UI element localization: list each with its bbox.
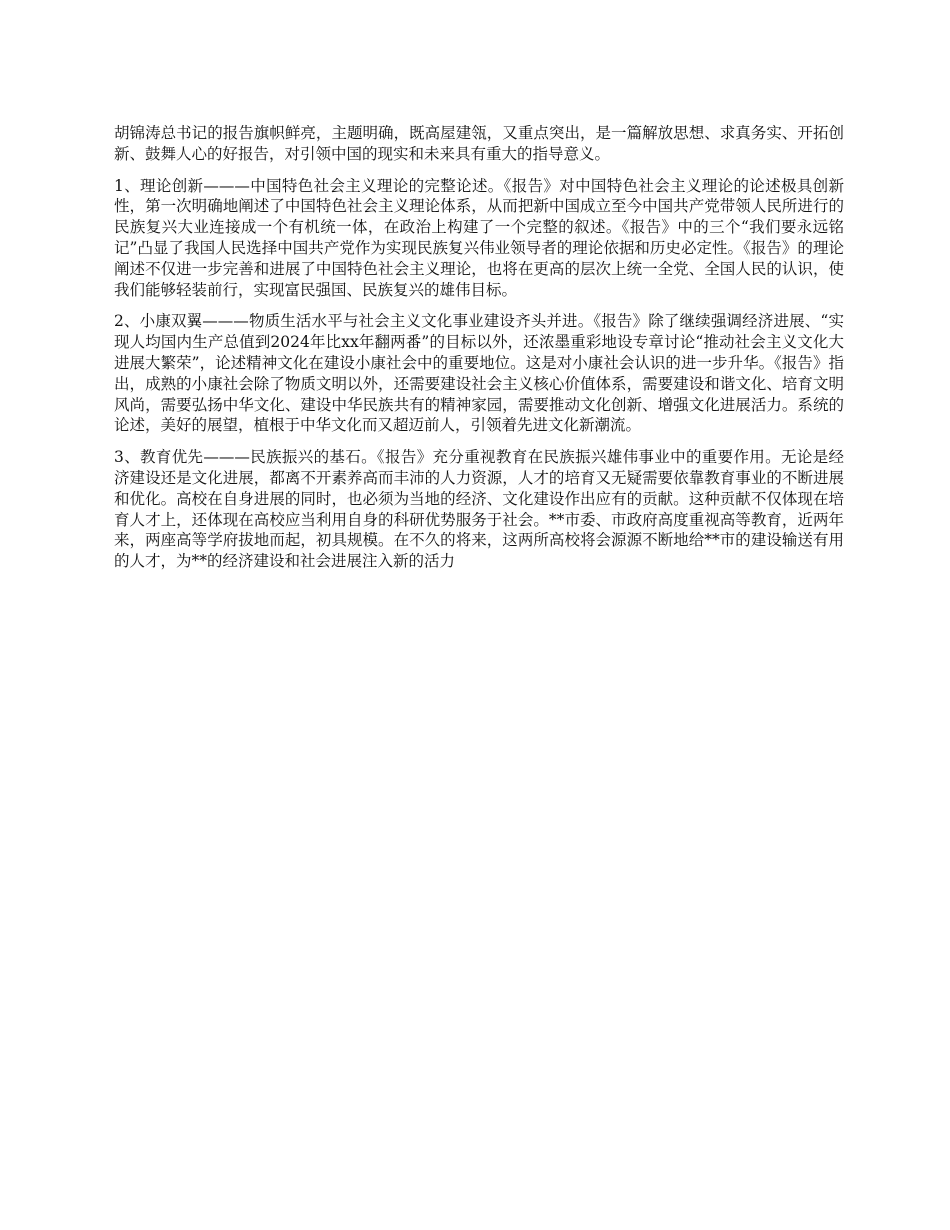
- paragraph-intro: 胡锦涛总书记的报告旗帜鲜亮，主题明确，既高屋建瓴，又重点突出，是一篇解放思想、求真务实、开拓创新、鼓舞人心的好报告，对引领中国的现实和未来具有重大的指导意义。: [114, 124, 844, 163]
- document-body: [114, 123, 844, 583]
- paragraph-education-priority: 3、教育优先———民族振兴的基石。《报告》充分重视教育在民族振兴雄伟事业中的重要作用。无论是经济建设还是文化进展，都离不开素养高而丰沛的人力资源，人才的培育又无疑需要依靠教育事业的不断进展和优化。高校在自身进展的同时，也必须为当地的经济、文化建设作出应有的贡献。这种贡献不仅体现在培育人才上，还体现在高校应当利用自身的科研优势服务于社会。**市委、市政府高度重视高等教育，近两年来，两座高等学府拔地而起，初具规模。在不久的将来，这两所高校将会源源不断地给**市的建设输送有用的人才，为**的经济建设和社会进展注入新的活力: [114, 448, 844, 571]
- paragraph-theory-innovation: 1、理论创新———中国特色社会主义理论的完整论述。《报告》对中国特色社会主义理论的论述极具创新性，第一次明确地阐述了中国特色社会主义理论体系，从而把新中国成立至今中国共产党带领人民所进行的民族复兴大业连接成一个有机统一体，在政治上构建了一个完整的叙述。《报告》中的三个“我们要永远铭记”凸显了我国人民选择中国共产党作为实现民族复兴伟业领导者的理论依据和历史必定性。《报告》的理论阐述不仅进一步完善和进展了中国特色社会主义理论，也将在更高的层次上统一全党、全国人民的认识，使我们能够轻装前行，实现富民强国、民族复兴的雄伟目标。: [114, 176, 844, 299]
- paragraph-xiaokang-wings: 2、小康双翼———物质生活水平与社会主义文化事业建设齐头并进。《报告》除了继续强调经济进展、“实现人均国内生产总值到2024年比xx年翻两番”的目标以外，还浓墨重彩地设专章讨论“推动社会主义文化大进展大繁荣”，论述精神文化在建设小康社会中的重要地位。这是对小康社会认识的进一步升华。《报告》指出，成熟的小康社会除了物质文明以外，还需要建设社会主义核心价值体系，需要建设和谐文化、培育文明风尚，需要弘扬中华文化、建设中华民族共有的精神家园，需要推动文化创新、增强文化进展活力。系统的论述，美好的展望，植根于中华文化而又超迈前人，引领着先进文化新潮流。: [114, 312, 844, 435]
